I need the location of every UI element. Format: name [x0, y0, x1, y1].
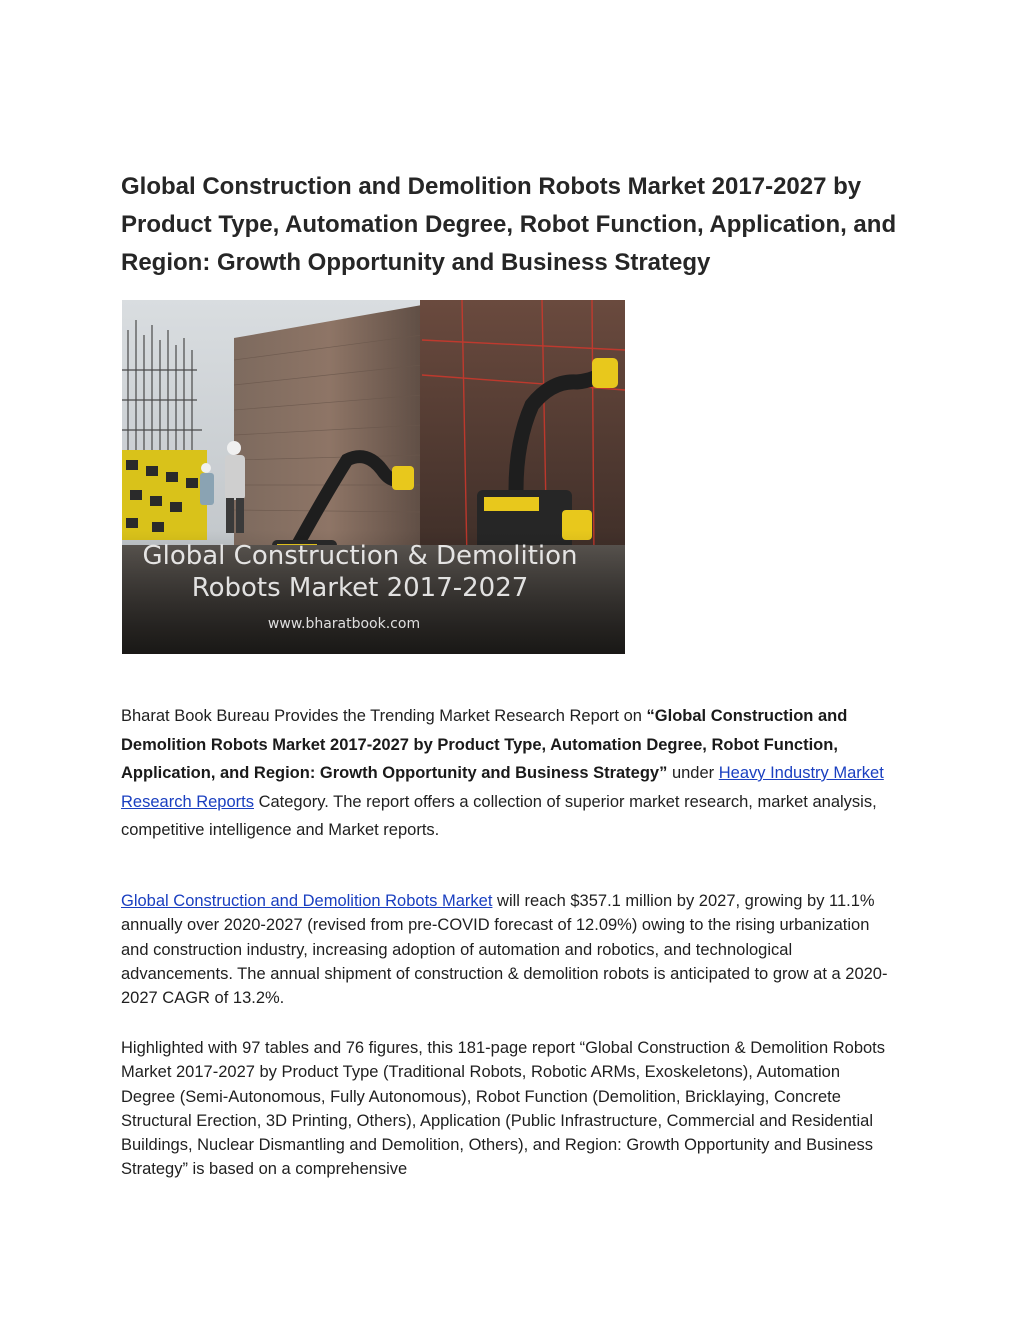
market-report-link[interactable]: Global Construction and Demolition Robots Market [121, 892, 493, 910]
intro-lead: Bharat Book Bureau Provides the Trending Market Research Report on [121, 707, 647, 725]
hero-caption-url: www.bharatbook.com [267, 616, 421, 632]
intro-tail: Category. The report offers a collection of superior market research, market analysis, competitive intelligence and Market reports. [121, 792, 877, 839]
highlight-paragraph: Highlighted with 97 tables and 76 figures, this 181-page report “Global Construction & Demolition Robots Market 2017-2027 by Product Type (Traditional Robots, Robotic ARMs, Exoskeletons), Automation Degree (Semi-Autonomous, Fully Autonomous), Robot Function (Demolition, Bricklaying, Concrete Structural Erection, 3D Printing, Others), Application (Public Infrastructure, Commercial and Residential Buildings, Nuclear Dismantling and Demolition, Others), and Region: Growth Opportunity and Business Strategy” is based on a comprehensive [121, 1039, 886, 1179]
intro-under: under [667, 764, 719, 782]
yellow-barriers [122, 450, 207, 540]
brick-wall [234, 305, 425, 560]
intro-paragraph [121, 702, 896, 845]
hero-image [122, 300, 625, 654]
market-paragraph [121, 889, 896, 1010]
heavy-industry-reports-link[interactable]: Heavy Industry Market Research Reports [121, 764, 884, 811]
hero-caption-line2: Robots Market 2017-2027 [191, 573, 529, 603]
hero-caption-line1: Global Construction & Demolition [142, 541, 578, 571]
intro-report-title: “Global Construction and Demolition Robots Market 2017-2027 by Product Type, Automation Degree, Robot Function, Application, and Region: Growth Opportunity and Business Strategy” [121, 707, 848, 782]
market-text: will reach $357.1 million by 2027, growing by 11.1% annually over 2020-2027 (revised from pre-COVID forecast of 12.09%) owing to the rising urbanization and construction industry, increasing adoption of automation and robotics, and technological advancements. The annual shipment of construction & demolition robots is anticipated to grow at a 2020-2027 CAGR of 13.2%. [121, 892, 888, 1008]
report-title: Global Construction and Demolition Robots Market 2017-2027 by Product Type, Automation Degree, Robot Function, Application, and Region: Growth Opportunity and Business Strategy [121, 173, 897, 276]
